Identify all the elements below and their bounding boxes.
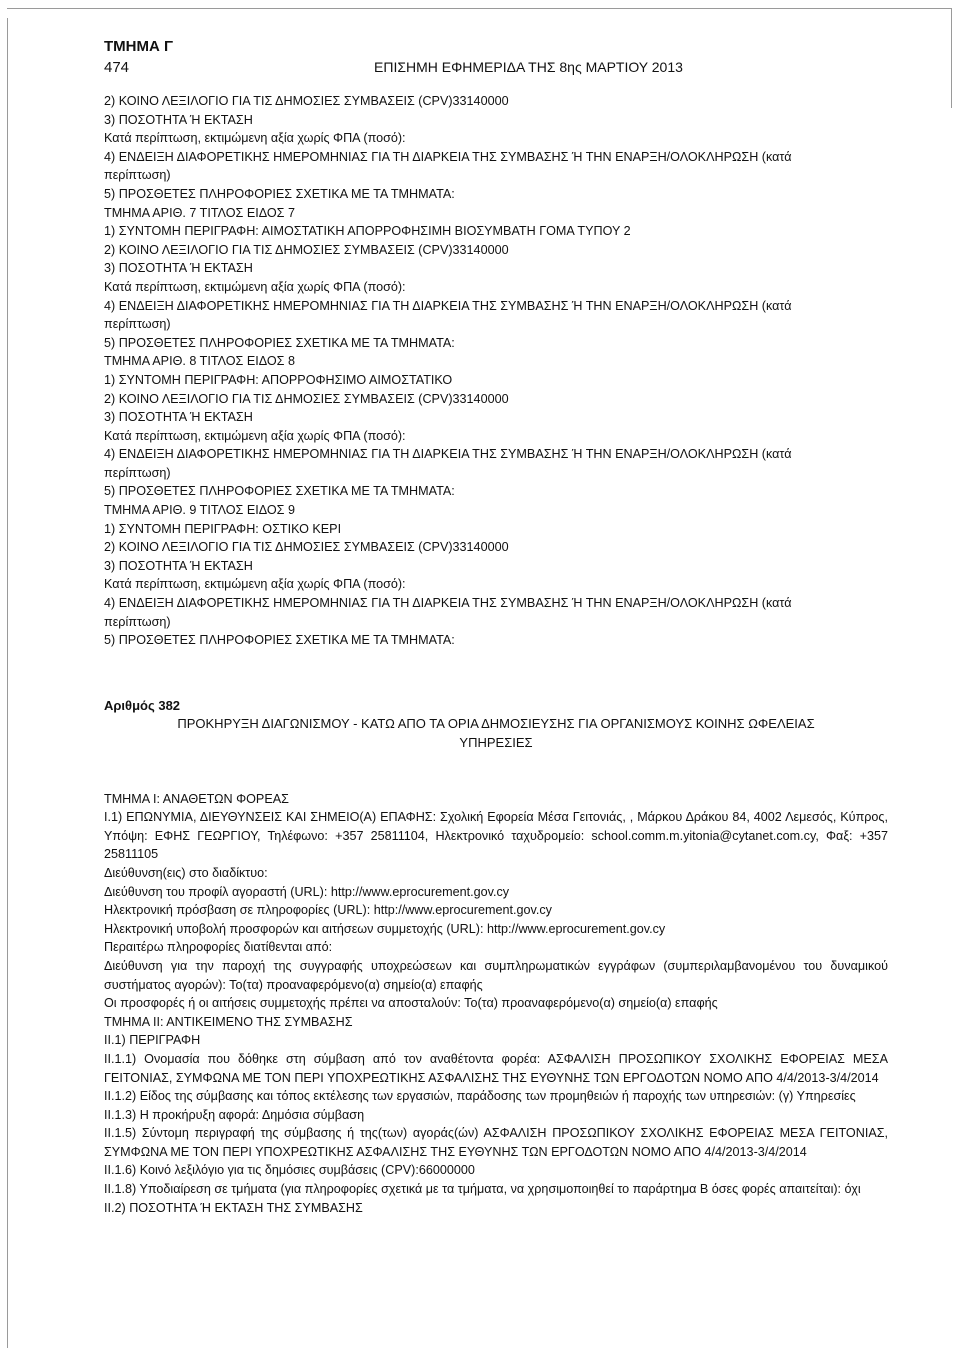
text-line: 2) ΚΟΙΝΟ ΛΕΞΙΛΟΓΙΟ ΓΙΑ ΤΙΣ ΔΗΜΟΣΙΕΣ ΣΥΜΒΑΣΕΙΣ (CPV)33140000 <box>104 94 509 108</box>
lot-heading: ΤΜΗΜΑ ΑΡΙΘ. 7 ΤΙΤΛΟΣ ΕΙΔΟΣ 7 <box>104 205 295 220</box>
text-line: 1) ΣΥΝΤΟΜΗ ΠΕΡΙΓΡΑΦΗ: ΑΠΟΡΡΟΦΗΣΙΜΟ ΑΙΜΟΣΤΑΤΙΚΟ <box>104 372 453 387</box>
scan-right-edge-line <box>951 8 952 108</box>
text-line: 5) ΠΡΟΣΘΕΤΕΣ ΠΛΗΡΟΦΟΡΙΕΣ ΣΧΕΤΙΚΑ ΜΕ ΤΑ ΤΜΗΜΑΤΑ: <box>104 335 455 350</box>
documents-address: Διεύθυνση για την παροχή της συγγραφής υποχρεώσεων και συμπληρωματικών εγγράφων (συμπεριλαμβανομένου του δυναμικού συστήματος αγορών): Το(τα) προαναφερόμενο(α) σημείο(α) επαφής <box>104 958 888 992</box>
text-line: 3) ΠΟΣΟΤΗΤΑ Ή ΕΚΤΑΣΗ <box>104 558 253 573</box>
internet-addresses-heading: Διεύθυνση(εις) στο διαδίκτυο: <box>104 865 268 880</box>
text-line: Κατά περίπτωση, εκτιμώμενη αξία χωρίς ΦΠΑ (ποσό): <box>104 577 406 592</box>
gazette-section-label: ΤΜΗΜΑ Γ <box>104 38 174 55</box>
lot-8-section <box>104 352 888 501</box>
electronic-access-url: Ηλεκτρονική πρόσβαση σε πληροφορίες (URL): http://www.eprocurement.gov.cy <box>104 903 552 918</box>
text-line: 2) ΚΟΙΝΟ ΛΕΞΙΛΟΓΙΟ ΓΙΑ ΤΙΣ ΔΗΜΟΣΙΕΣ ΣΥΜΒΑΣΕΙΣ (CPV)33140000 <box>104 540 509 555</box>
lots-division: ΙΙ.1.8) Υποδιαίρεση σε τμήματα (για πληροφορίες σχετικά με τα τμήματα, να χρησιμοποιηθεί το παράρτημα Β όσες φορές απαιτείται): όχι <box>104 1182 861 1197</box>
text-line: 5) ΠΡΟΣΘΕΤΕΣ ΠΛΗΡΟΦΟΡΙΕΣ ΣΧΕΤΙΚΑ ΜΕ ΤΑ ΤΜΗΜΑΤΑ: <box>104 633 455 648</box>
text-line: 2) ΚΟΙΝΟ ΛΕΞΙΛΟΓΙΟ ΓΙΑ ΤΙΣ ΔΗΜΟΣΙΕΣ ΣΥΜΒΑΣΕΙΣ (CPV)33140000 <box>104 242 509 257</box>
section-1-contracting-entity <box>104 790 888 1013</box>
scan-top-edge-line <box>7 8 952 9</box>
submission-address: Οι προσφορές ή οι αιτήσεις συμμετοχής πρέπει να αποσταλούν: Το(τα) προαναφερόμενο(α) σημείο(α) επαφής <box>104 996 718 1011</box>
section-heading: ΤΜΗΜΑ ΙΙ: ΑΝΤΙΚΕΙΜΕΝΟ ΤΗΣ ΣΥΜΒΑΣΗΣ <box>104 1014 353 1029</box>
cpv-code: ΙΙ.1.6) Κοινό λεξιλόγιο για τις δημόσιες συμβάσεις (CPV):66000000 <box>104 1163 475 1178</box>
quantity-heading: ΙΙ.2) ΠΟΣΟΤΗΤΑ Ή ΕΚΤΑΣΗ ΤΗΣ ΣΥΜΒΑΣΗΣ <box>104 1200 363 1215</box>
text-line: Κατά περίπτωση, εκτιμώμενη αξία χωρίς ΦΠΑ (ποσό): <box>104 279 406 294</box>
further-info-heading: Περαιτέρω πληροφορίες διατίθενται από: <box>104 940 333 955</box>
notice-number: Αριθμός 382 <box>104 697 181 713</box>
text-line: 1) ΣΥΝΤΟΜΗ ΠΕΡΙΓΡΑΦΗ: ΟΣΤΙΚΟ ΚΕΡΙ <box>104 521 342 536</box>
text-line: 5) ΠΡΟΣΘΕΤΕΣ ΠΛΗΡΟΦΟΡΙΕΣ ΣΧΕΤΙΚΑ ΜΕ ΤΑ ΤΜΗΜΑΤΑ: <box>104 484 455 499</box>
section-2-contract-object <box>104 1013 888 1218</box>
contract-title: ΙΙ.1.1) Ονομασία που δόθηκε στη σύμβαση από τον αναθέτοντα φορέα: ΑΣΦΑΛΙΣΗ ΠΡΟΣΩΠΙΚΟΥ ΣΧΟΛΙΚΗΣ ΕΦΟΡΕΙΑΣ ΜΕΣΑ ΓΕΙΤΟΝΙΑΣ, ΣΥΜΦΩΝΑ ΜΕ ΤΟΝ ΠΕΡΙ ΥΠΟΧΡΕΩΤΙΚΗΣ ΑΣΦΑΛΙΣΗΣ ΤΗΣ ΕΥΘΥΝΗΣ ΤΩΝ ΕΡΓΟΔΟΤΩΝ ΝΟΜΟ ΑΠΟ 4/4/2013-3/4/2014 <box>104 1051 888 1085</box>
text-line: περίπτωση) <box>104 317 171 332</box>
lot-heading: ΤΜΗΜΑ ΑΡΙΘ. 8 ΤΙΤΛΟΣ ΕΙΔΟΣ 8 <box>104 354 295 369</box>
text-line: Κατά περίπτωση, εκτιμώμενη αξία χωρίς ΦΠΑ (ποσό): <box>104 131 406 146</box>
notice-title-continued: ΥΠΗΡΕΣΙΕΣ <box>459 735 533 750</box>
buyer-profile-url: Διεύθυνση του προφίλ αγοραστή (URL): http://www.eprocurement.gov.cy <box>104 884 510 899</box>
scan-left-edge-line <box>7 18 8 1348</box>
contract-type: ΙΙ.1.2) Είδος της σύμβασης και τόπος εκτέλεσης των εργασιών, παράδοσης των προμηθειών ή παροχής των υπηρεσιών: (γ) Υπηρεσίες <box>104 1089 856 1104</box>
text-line: 4) ΕΝΔΕΙΞΗ ΔΙΑΦΟΡΕΤΙΚΗΣ ΗΜΕΡΟΜΗΝΙΑΣ ΓΙΑ ΤΗ ΔΙΑΡΚΕΙΑ ΤΗΣ ΣΥΜΒΑΣΗΣ Ή ΤΗΝ ΕΝΑΡΞΗ/ΟΛΟΚΛΗΡΩΣΗ (κατά <box>104 447 792 462</box>
text-line: περίπτωση) <box>104 465 171 480</box>
electronic-submission-url: Ηλεκτρονική υποβολή προσφορών και αιτήσεων συμμετοχής (URL): http://www.eprocurement.gov.cy <box>104 921 666 936</box>
notice-header <box>104 697 888 753</box>
text-line: 4) ΕΝΔΕΙΞΗ ΔΙΑΦΟΡΕΤΙΚΗΣ ΗΜΕΡΟΜΗΝΙΑΣ ΓΙΑ ΤΗ ΔΙΑΡΚΕΙΑ ΤΗΣ ΣΥΜΒΑΣΗΣ Ή ΤΗΝ ΕΝΑΡΞΗ/ΟΛΟΚΛΗΡΩΣΗ (κατά <box>104 596 792 611</box>
gazette-title: ΕΠΙΣΗΜΗ ΕΦΗΜΕΡΙΔΑ ΤΗΣ 8ης ΜΑΡΤΙΟΥ 2013 <box>374 59 683 75</box>
document-body <box>104 92 888 1217</box>
text-line: 4) ΕΝΔΕΙΞΗ ΔΙΑΦΟΡΕΤΙΚΗΣ ΗΜΕΡΟΜΗΝΙΑΣ ΓΙΑ ΤΗ ΔΙΑΡΚΕΙΑ ΤΗΣ ΣΥΜΒΑΣΗΣ Ή ΤΗΝ ΕΝΑΡΞΗ/ΟΛΟΚΛΗΡΩΣΗ (κατά <box>104 298 792 313</box>
description-heading: ΙΙ.1) ΠΕΡΙΓΡΑΦΗ <box>104 1033 201 1048</box>
text-line: 3) ΠΟΣΟΤΗΤΑ Ή ΕΚΤΑΣΗ <box>104 410 253 425</box>
page-number: 474 <box>104 59 130 76</box>
text-line: 1) ΣΥΝΤΟΜΗ ΠΕΡΙΓΡΑΦΗ: ΑΙΜΟΣΤΑΤΙΚΗ ΑΠΟΡΡΟΦΗΣΙΜΗ ΒΙΟΣΥΜΒΑΤΗ ΓΟΜΑ ΤΥΠΟΥ 2 <box>104 224 631 239</box>
text-line: 3) ΠΟΣΟΤΗΤΑ Ή ΕΚΤΑΣΗ <box>104 112 253 127</box>
lot-heading: ΤΜΗΜΑ ΑΡΙΘ. 9 ΤΙΤΛΟΣ ΕΙΔΟΣ 9 <box>104 503 295 518</box>
notice-involves: ΙΙ.1.3) Η προκήρυξη αφορά: Δημόσια σύμβαση <box>104 1107 365 1122</box>
text-line: 2) ΚΟΙΝΟ ΛΕΞΙΛΟΓΙΟ ΓΙΑ ΤΙΣ ΔΗΜΟΣΙΕΣ ΣΥΜΒΑΣΕΙΣ (CPV)33140000 <box>104 391 509 406</box>
contact-details: Ι.1) ΕΠΩΝΥΜΙΑ, ΔΙΕΥΘΥΝΣΕΙΣ ΚΑΙ ΣΗΜΕΙΟ(Α) ΕΠΑΦΗΣ: Σχολική Εφορεία Μέσα Γειτονιάς, , Μάρκου Δράκου 84, 4002 Λεμεσός, Κύπρος, Υπόψη: ΕΦΗΣ ΓΕΩΡΓΙΟΥ, Τηλέφωνο: +357 25811104, Ηλεκτρονικό ταχυδρομείο: school.comm.m.yitonia@cytanet.com.cy, Φαξ: +357 25811105 <box>104 810 888 862</box>
notice-title: ΠΡΟΚΗΡΥΞΗ ΔΙΑΓΩΝΙΣΜΟΥ - ΚΑΤΩ ΑΠΟ ΤΑ ΟΡΙΑ ΔΗΜΟΣΙΕΥΣΗΣ ΓΙΑ ΟΡΓΑΝΙΣΜΟΥΣ ΚΟΙΝΗΣ ΩΦΕΛΕΙΑΣ <box>177 716 815 732</box>
text-line: περίπτωση) <box>104 614 171 629</box>
text-line: 5) ΠΡΟΣΘΕΤΕΣ ΠΛΗΡΟΦΟΡΙΕΣ ΣΧΕΤΙΚΑ ΜΕ ΤΑ ΤΜΗΜΑΤΑ: <box>104 186 455 201</box>
text-line: 3) ΠΟΣΟΤΗΤΑ Ή ΕΚΤΑΣΗ <box>104 261 253 276</box>
section-heading: ΤΜΗΜΑ Ι: ΑΝΑΘΕΤΩΝ ΦΟΡΕΑΣ <box>104 791 289 806</box>
short-description: ΙΙ.1.5) Σύντομη περιγραφή της σύμβασης ή της(των) αγοράς(ών) ΑΣΦΑΛΙΣΗ ΠΡΟΣΩΠΙΚΟΥ ΣΧΟΛΙΚΗΣ ΕΦΟΡΕΙΑΣ ΜΕΣΑ ΓΕΙΤΟΝΙΑΣ, ΣΥΜΦΩΝΑ ΜΕ ΤΟΝ ΠΕΡΙ ΥΠΟΧΡΕΩΤΙΚΗΣ ΑΣΦΑΛΙΣΗΣ ΤΗΣ ΕΥΘΥΝΗΣ ΤΩΝ ΕΡΓΟΔΟΤΩΝ ΝΟΜΟ ΑΠΟ 4/4/2013-3/4/2014 <box>104 1126 888 1159</box>
header-row <box>104 58 904 77</box>
text-line: περίπτωση) <box>104 168 171 183</box>
text-line: Κατά περίπτωση, εκτιμώμενη αξία χωρίς ΦΠΑ (ποσό): <box>104 428 406 443</box>
page-header <box>104 38 904 77</box>
lot-9-section <box>104 501 888 650</box>
previous-lot-continuation <box>104 92 888 204</box>
lot-7-section <box>104 204 888 353</box>
text-line: 4) ΕΝΔΕΙΞΗ ΔΙΑΦΟΡΕΤΙΚΗΣ ΗΜΕΡΟΜΗΝΙΑΣ ΓΙΑ ΤΗ ΔΙΑΡΚΕΙΑ ΤΗΣ ΣΥΜΒΑΣΗΣ Ή ΤΗΝ ΕΝΑΡΞΗ/ΟΛΟΚΛΗΡΩΣΗ (κατά <box>104 149 792 164</box>
